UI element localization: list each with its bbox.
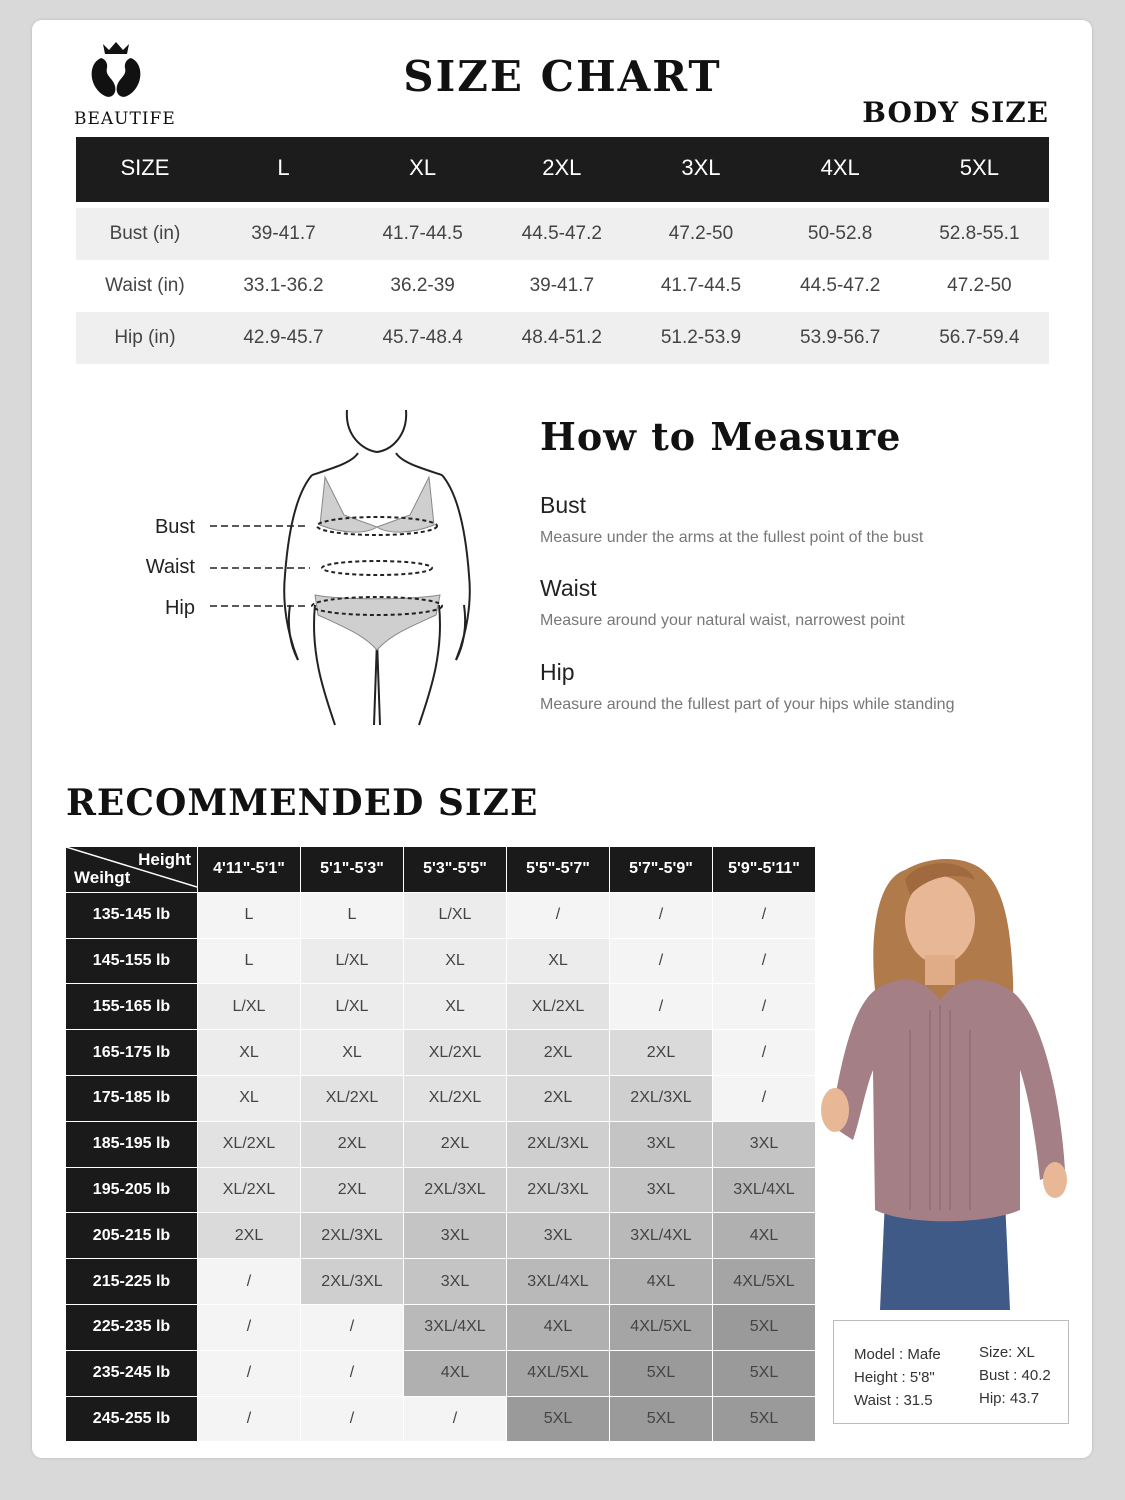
table-cell: 41.7-44.5: [660, 275, 742, 296]
size-cell: 4XL/5XL: [610, 1305, 712, 1350]
size-cell: L/XL: [301, 939, 403, 984]
weight-row-label: 175-185 lb: [66, 1076, 197, 1121]
size-cell: 2XL: [198, 1213, 300, 1258]
size-cell: XL: [198, 1030, 300, 1075]
body-size-header-row: [76, 137, 1049, 201]
size-cell: 3XL: [713, 1122, 815, 1167]
table-cell: 41.7-44.5: [353, 208, 492, 260]
figure-label-hip: Hip: [164, 597, 195, 619]
size-cell: 4XL: [610, 1259, 712, 1304]
model-name-label: Model :: [854, 1346, 904, 1363]
size-cell: 2XL: [301, 1168, 403, 1213]
size-cell: XL: [507, 939, 609, 984]
measure-desc: Measure under the arms at the fullest point of the bust: [540, 529, 924, 546]
figure-label-bust: Bust: [154, 516, 195, 538]
size-cell: 3XL: [507, 1213, 609, 1258]
size-cell: /: [198, 1305, 300, 1350]
model-hip-row: [979, 1387, 1051, 1410]
table-cell: 52.8-55.1: [910, 208, 1049, 260]
model-info-left: [854, 1343, 941, 1412]
size-cell: XL: [404, 939, 506, 984]
how-to-measure-title: How to Measure: [540, 414, 902, 459]
size-cell: XL/2XL: [198, 1168, 300, 1213]
size-cell: /: [301, 1351, 403, 1396]
table-row: [76, 208, 1049, 260]
weight-row-label: 215-225 lb: [66, 1259, 197, 1304]
model-height-label: Height :: [854, 1369, 906, 1386]
recommended-size-table: [66, 847, 815, 1441]
model-size-label: Size:: [979, 1344, 1013, 1361]
size-cell: XL: [404, 984, 506, 1029]
table-row: [76, 312, 1049, 364]
size-cell: XL/2XL: [404, 1030, 506, 1075]
size-cell: 5XL: [713, 1397, 815, 1442]
size-cell: L: [301, 893, 403, 938]
size-cell: XL/2XL: [404, 1076, 506, 1121]
height-column-header: 5'9"-5'11": [713, 847, 815, 892]
model-bust-value: 40.2: [1021, 1367, 1051, 1384]
size-cell: /: [713, 1030, 815, 1075]
table-cell: 48.4-51.2: [492, 312, 631, 364]
model-waist-row: [854, 1389, 941, 1412]
model-photo: [815, 840, 1075, 1310]
column-header: 4XL: [771, 137, 910, 201]
model-size-value: XL: [1016, 1344, 1035, 1361]
size-cell: /: [610, 893, 712, 938]
size-cell: 3XL: [404, 1259, 506, 1304]
size-cell: 2XL: [507, 1030, 609, 1075]
size-cell: 3XL/4XL: [507, 1259, 609, 1304]
size-cell: /: [610, 984, 712, 1029]
size-cell: 2XL/3XL: [301, 1213, 403, 1258]
size-cell: 5XL: [713, 1351, 815, 1396]
table-cell: 47.2-50: [947, 275, 1012, 296]
height-column-header: 4'11"-5'1": [198, 847, 300, 892]
size-cell: 2XL/3XL: [404, 1168, 506, 1213]
model-name-row: [854, 1343, 941, 1366]
size-cell: /: [610, 939, 712, 984]
measure-heading: Hip: [540, 659, 575, 685]
weight-row-label: 195-205 lb: [66, 1168, 197, 1213]
measure-desc: Measure around your natural waist, narrowest point: [540, 612, 905, 629]
body-size-heading: BODY SIZE: [862, 96, 1049, 129]
model-waist-label: Waist :: [854, 1392, 900, 1409]
size-cell: XL/2XL: [301, 1076, 403, 1121]
weight-row-label: 235-245 lb: [66, 1351, 197, 1396]
figure-label-waist: Waist: [145, 556, 195, 578]
model-hip-label: Hip:: [979, 1390, 1006, 1407]
body-size-table: [76, 137, 1049, 364]
size-cell: 2XL: [610, 1030, 712, 1075]
size-cell: XL/2XL: [507, 984, 609, 1029]
height-column-header: 5'5"-5'7": [507, 847, 609, 892]
size-cell: 3XL/4XL: [713, 1168, 815, 1213]
size-cell: L/XL: [198, 984, 300, 1029]
size-cell: 4XL: [404, 1351, 506, 1396]
size-cell: 4XL/5XL: [507, 1351, 609, 1396]
weight-row-label: 165-175 lb: [66, 1030, 197, 1075]
size-cell: L: [198, 893, 300, 938]
model-size-row: [979, 1341, 1051, 1364]
size-cell: 2XL: [404, 1122, 506, 1167]
table-cell: 45.7-48.4: [353, 312, 492, 364]
size-cell: 5XL: [610, 1351, 712, 1396]
weight-row-label: 185-195 lb: [66, 1122, 197, 1167]
size-cell: /: [301, 1397, 403, 1442]
size-cell: 4XL: [713, 1213, 815, 1258]
model-height-row: [854, 1366, 941, 1389]
table-cell: 44.5-47.2: [492, 208, 631, 260]
measure-desc: Measure around the fullest part of your hips while standing: [540, 696, 955, 713]
weight-row-label: 155-165 lb: [66, 984, 197, 1029]
size-cell: 2XL/3XL: [507, 1168, 609, 1213]
measure-item-hip: [540, 659, 954, 714]
size-cell: /: [507, 893, 609, 938]
row-label: Bust (in): [76, 208, 214, 260]
weight-row-label: 205-215 lb: [66, 1213, 197, 1258]
row-label: Waist (in): [105, 275, 185, 296]
weight-axis-label: Weihgt: [74, 867, 131, 887]
row-label: Hip (in): [76, 312, 214, 364]
table-cell: 39-41.7: [214, 208, 353, 260]
measure-heading: Bust: [540, 492, 587, 518]
brand-name: BEAUTIFE: [74, 109, 176, 129]
model-info-right: [979, 1341, 1051, 1410]
size-cell: 3XL: [610, 1168, 712, 1213]
size-cell: /: [713, 1076, 815, 1121]
size-cell: XL: [301, 1030, 403, 1075]
table-cell: 39-41.7: [529, 275, 595, 296]
table-cell: 50-52.8: [771, 208, 910, 260]
size-cell: 5XL: [610, 1397, 712, 1442]
column-header: 2XL: [492, 137, 631, 201]
column-header: 5XL: [910, 137, 1049, 201]
model-bust-label: Bust :: [979, 1367, 1018, 1384]
model-height-value: 5'8": [909, 1369, 935, 1386]
size-cell: /: [198, 1351, 300, 1396]
size-cell: /: [301, 1305, 403, 1350]
height-column-header: 5'7"-5'9": [610, 847, 712, 892]
table-cell: 53.9-56.7: [771, 312, 910, 364]
table-cell: 36.2-39: [390, 275, 455, 296]
model-hip-value: 43.7: [1009, 1390, 1040, 1407]
size-cell: 3XL/4XL: [610, 1213, 712, 1258]
size-cell: 2XL/3XL: [610, 1076, 712, 1121]
page-title: SIZE CHART: [403, 52, 722, 101]
weight-row-label: 135-145 lb: [66, 893, 197, 938]
size-cell: 2XL: [301, 1122, 403, 1167]
weight-row-label: 225-235 lb: [66, 1305, 197, 1350]
table-cell: 51.2-53.9: [631, 312, 770, 364]
size-cell: /: [198, 1259, 300, 1304]
table-cell: 47.2-50: [631, 208, 770, 260]
column-header: XL: [353, 137, 492, 201]
table-cell: 56.7-59.4: [910, 312, 1049, 364]
size-cell: 5XL: [507, 1397, 609, 1442]
size-cell: L/XL: [301, 984, 403, 1029]
table-cell: 44.5-47.2: [800, 275, 881, 296]
size-cell: 4XL: [507, 1305, 609, 1350]
size-cell: XL: [198, 1076, 300, 1121]
size-cell: /: [198, 1397, 300, 1442]
size-cell: 3XL: [610, 1122, 712, 1167]
size-cell: 2XL/3XL: [301, 1259, 403, 1304]
size-cell: 5XL: [713, 1305, 815, 1350]
model-name-value: Mafe: [907, 1346, 941, 1363]
table-cell: 42.9-45.7: [214, 312, 353, 364]
size-cell: 2XL/3XL: [507, 1122, 609, 1167]
model-waist-value: 31.5: [903, 1392, 933, 1409]
size-cell: XL/2XL: [198, 1122, 300, 1167]
size-cell: 3XL/4XL: [404, 1305, 506, 1350]
table-corner-header: [66, 847, 197, 892]
column-header: L: [214, 137, 353, 201]
size-cell: 3XL: [404, 1213, 506, 1258]
size-cell: L: [198, 939, 300, 984]
size-cell: /: [713, 984, 815, 1029]
measure-item-waist: [540, 575, 905, 630]
size-cell: /: [713, 893, 815, 938]
model-info-box: [833, 1320, 1069, 1424]
size-cell: /: [713, 939, 815, 984]
column-header: 3XL: [631, 137, 770, 201]
measure-heading: Waist: [540, 575, 597, 601]
size-cell: 4XL/5XL: [713, 1259, 815, 1304]
weight-row-label: 245-255 lb: [66, 1397, 197, 1442]
size-cell: 2XL: [507, 1076, 609, 1121]
table-cell: 33.1-36.2: [243, 275, 324, 296]
column-header: SIZE: [76, 137, 214, 201]
height-column-header: 5'3"-5'5": [404, 847, 506, 892]
height-column-header: 5'1"-5'3": [301, 847, 403, 892]
height-axis-label: Height: [138, 850, 191, 869]
measure-item-bust: [540, 492, 923, 547]
size-cell: L/XL: [404, 893, 506, 938]
recommended-size-title: RECOMMENDED SIZE: [66, 782, 539, 824]
model-bust-row: [979, 1364, 1051, 1387]
body-measure-figure: [140, 405, 490, 730]
weight-row-label: 145-155 lb: [66, 939, 197, 984]
table-row: [76, 260, 1049, 312]
size-cell: /: [404, 1397, 506, 1442]
